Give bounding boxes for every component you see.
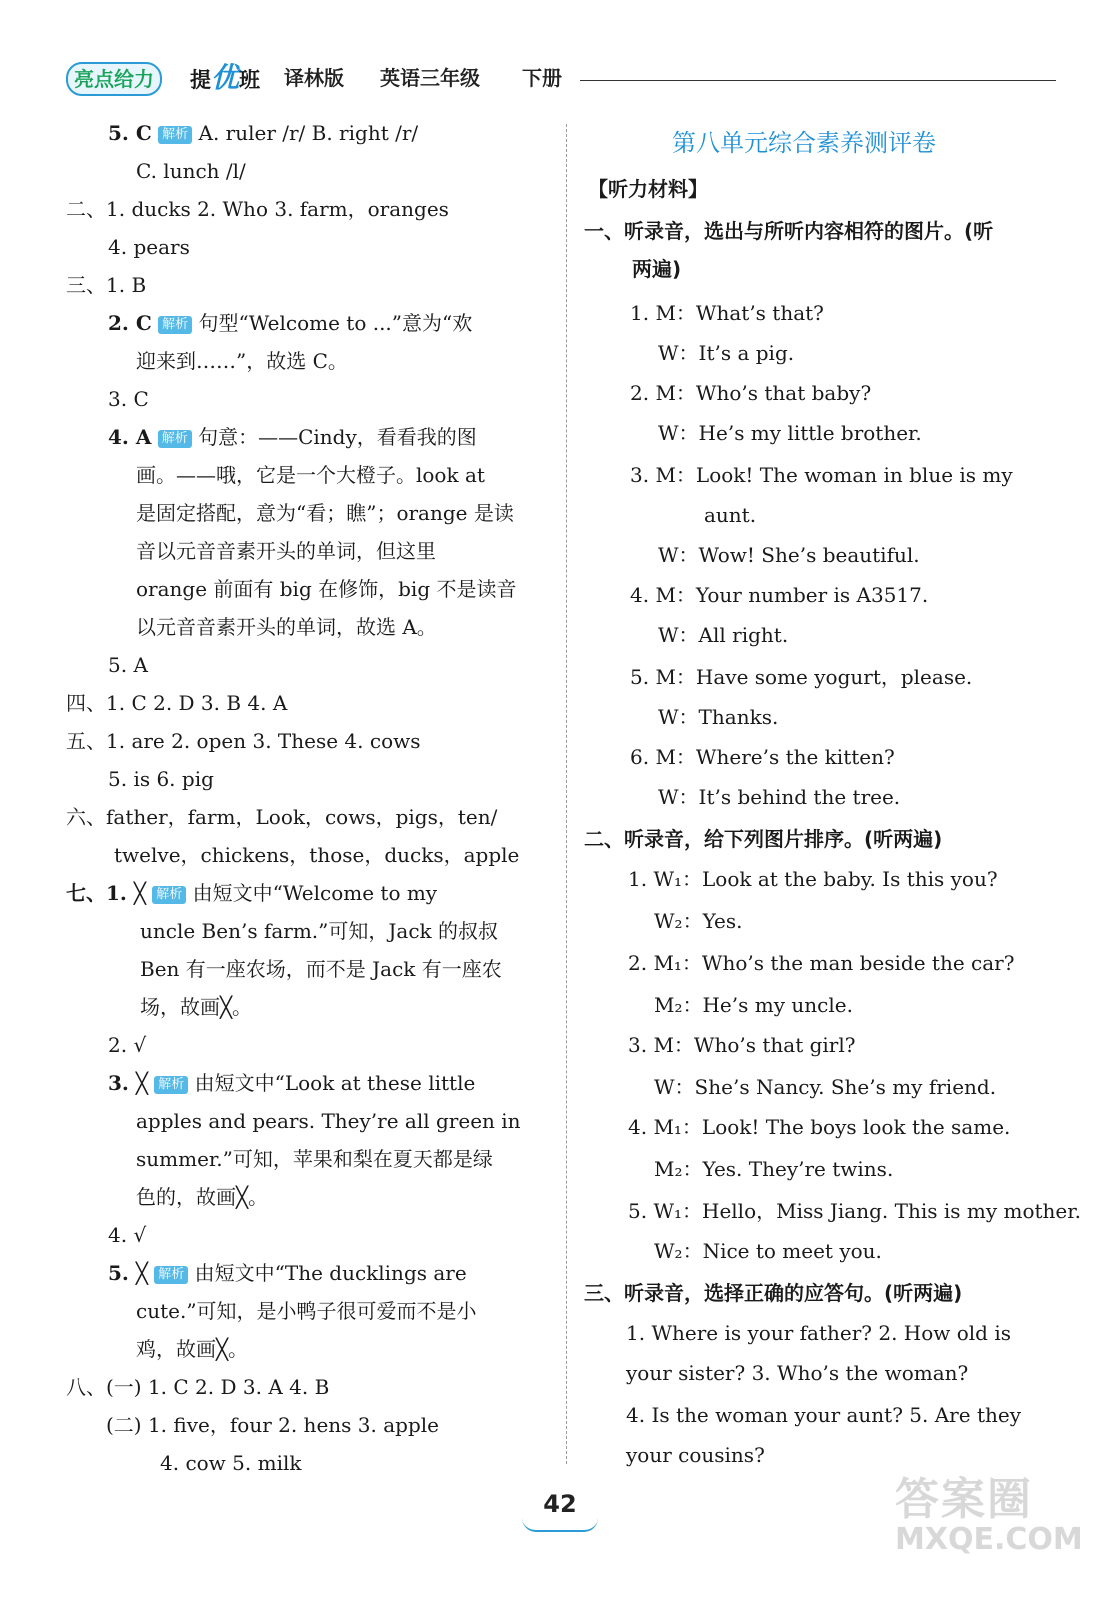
question-line: 1. Where is your father? 2. How old is <box>626 1321 1011 1345</box>
answer-line: 2. √ <box>108 1033 147 1057</box>
answer-line: 2. C 解析 句型“Welcome to ...”意为“欢 <box>108 311 473 335</box>
answer-line: 5. is 6. pig <box>108 767 214 791</box>
dialogue-line: W：It’s a pig. <box>658 341 795 365</box>
dialogue-line: W：It’s behind the tree. <box>658 785 901 809</box>
answer-line: 5. C 解析 A. ruler /r/ B. right /r/ <box>108 121 419 145</box>
volume: 下册 <box>522 66 562 90</box>
dialogue-line: W：She’s Nancy. She’s my friend. <box>654 1075 997 1099</box>
section-heading: 三、听录音，选择正确的应答句。(听两遍) <box>584 1281 963 1305</box>
dialogue-line: 3. M：Who’s that girl? <box>628 1033 856 1057</box>
dialogue-line: W₂：Yes. <box>654 909 743 933</box>
dialogue-line: W：Thanks. <box>658 705 779 729</box>
edition: 译林版 <box>284 66 344 90</box>
answer-line: 4. pears <box>108 235 190 259</box>
answer-line: apples and pears. They’re all green in <box>136 1109 521 1133</box>
answer-line: 画。——哦，它是一个大橙子。look at <box>136 463 485 487</box>
subject: 英语三年级 <box>380 66 480 90</box>
section-heading: 二、听录音，给下列图片排序。(听两遍) <box>584 827 943 851</box>
answer-line: 色的，故画╳。 <box>136 1185 269 1209</box>
answer-line: Ben 有一座农场，而不是 Jack 有一座农 <box>140 957 502 981</box>
watermark <box>895 1474 1083 1560</box>
dialogue-line: W：Wow! She’s beautiful. <box>658 543 920 567</box>
answer-line: 4. A 解析 句意：——Cindy，看看我的图 <box>108 425 477 449</box>
brand-logo: 亮点给力 <box>66 62 162 96</box>
answer-line: summer.”可知，苹果和梨在夏天都是绿 <box>136 1147 493 1171</box>
analysis-tag: 解析 <box>154 1076 188 1094</box>
watermark-logo: 答案圈 <box>895 1474 1033 1525</box>
dialogue-line: M₂：Yes. They’re twins. <box>654 1157 894 1181</box>
answer-line: cute.”可知，是小鸭子很可爱而不是小 <box>136 1299 477 1323</box>
analysis-tag: 解析 <box>152 886 186 904</box>
answer-line: 迎来到……”，故选 C。 <box>136 349 348 373</box>
series-pre: 提 <box>190 68 211 92</box>
dialogue-line: 4. M₁：Look! The boys look the same. <box>628 1115 1011 1139</box>
dialogue-line: W₂：Nice to meet you. <box>654 1239 882 1263</box>
answer-line: 七、1. ╳ 解析 由短文中“Welcome to my <box>66 881 438 905</box>
question-line: your cousins? <box>626 1443 765 1467</box>
question-line: your sister? 3. Who’s the woman? <box>626 1361 969 1385</box>
column-divider <box>566 124 567 1464</box>
answer-line: 八、(一) 1. C 2. D 3. A 4. B <box>66 1375 330 1399</box>
answer-line: 4. cow 5. milk <box>160 1451 302 1475</box>
answer-line: 3. ╳ 解析 由短文中“Look at these little <box>108 1071 476 1095</box>
dialogue-line: 4. M：Your number is A3517. <box>630 583 929 607</box>
page-header <box>66 62 1056 98</box>
answer-line: 4. √ <box>108 1223 147 1247</box>
answer-line: 3. C <box>108 387 149 411</box>
watermark-url: MXQE.COM <box>895 1522 1083 1557</box>
answer-line: 二、1. ducks 2. Who 3. farm，oranges <box>66 197 449 221</box>
series-big: 优 <box>211 61 240 94</box>
answer-line: 以元音音素开头的单词，故选 A。 <box>136 615 437 639</box>
answer-line: twelve，chickens，those，ducks，apple <box>114 843 520 867</box>
dialogue-line: 6. M：Where’s the kitten? <box>630 745 895 769</box>
answer-line: 五、1. are 2. open 3. These 4. cows <box>66 729 421 753</box>
analysis-tag: 解析 <box>154 1266 188 1284</box>
page-number: 42 <box>543 1490 577 1518</box>
dialogue-line: M₂：He’s my uncle. <box>654 993 853 1017</box>
section-heading: 两遍) <box>632 257 682 281</box>
header-rule <box>580 80 1056 81</box>
analysis-tag: 解析 <box>158 126 192 144</box>
answer-line: 鸡，故画╳。 <box>136 1337 249 1361</box>
answer-line: uncle Ben’s farm.”可知，Jack 的叔叔 <box>140 919 498 943</box>
answer-line: (二) 1. five，four 2. hens 3. apple <box>106 1413 439 1437</box>
analysis-tag: 解析 <box>158 430 192 448</box>
analysis-tag: 解析 <box>158 316 192 334</box>
answer-line: orange 前面有 big 在修饰，big 不是读音 <box>136 577 517 601</box>
answer-line: 5. ╳ 解析 由短文中“The ducklings are <box>108 1261 467 1285</box>
series-name <box>190 62 260 96</box>
dialogue-line: 2. M₁：Who’s the man beside the car? <box>628 951 1015 975</box>
answer-line: 六、father，farm，Look，cows，pigs，ten/ <box>66 805 498 829</box>
dialogue-line: 5. W₁：Hello，Miss Jiang. This is my mother. <box>628 1199 1081 1223</box>
dialogue-line: 1. W₁：Look at the baby. Is this you? <box>628 867 998 891</box>
question-line: 4. Is the woman your aunt? 5. Are they <box>626 1403 1021 1427</box>
dialogue-line: 1. M：What’s that? <box>630 301 824 325</box>
answer-line: 四、1. C 2. D 3. B 4. A <box>66 691 288 715</box>
dialogue-line: W：He’s my little brother. <box>658 421 922 445</box>
dialogue-line: W：All right. <box>658 623 789 647</box>
answer-line: 音以元音音素开头的单词，但这里 <box>136 539 436 563</box>
dialogue-line: 5. M：Have some yogurt，please. <box>630 665 973 689</box>
dialogue-line: 3. M：Look! The woman in blue is my <box>630 463 1013 487</box>
answer-line: 5. A <box>108 653 148 677</box>
series-post: 班 <box>239 68 261 92</box>
page-number-underline <box>522 1518 598 1532</box>
material-heading: 【听力材料】 <box>588 177 708 201</box>
answer-line: 场，故画╳。 <box>140 995 253 1019</box>
dialogue-line: 2. M：Who’s that baby? <box>630 381 872 405</box>
section-heading: 一、听录音，选出与所听内容相符的图片。(听 <box>584 219 994 243</box>
answer-line: 是固定搭配，意为“看；瞧”；orange 是读 <box>136 501 514 525</box>
dialogue-line: aunt. <box>704 503 757 527</box>
answer-line: C. lunch /l/ <box>136 159 246 183</box>
answer-line: 三、1. B <box>66 273 147 297</box>
unit-title: 第八单元综合素养测评卷 <box>672 129 936 157</box>
